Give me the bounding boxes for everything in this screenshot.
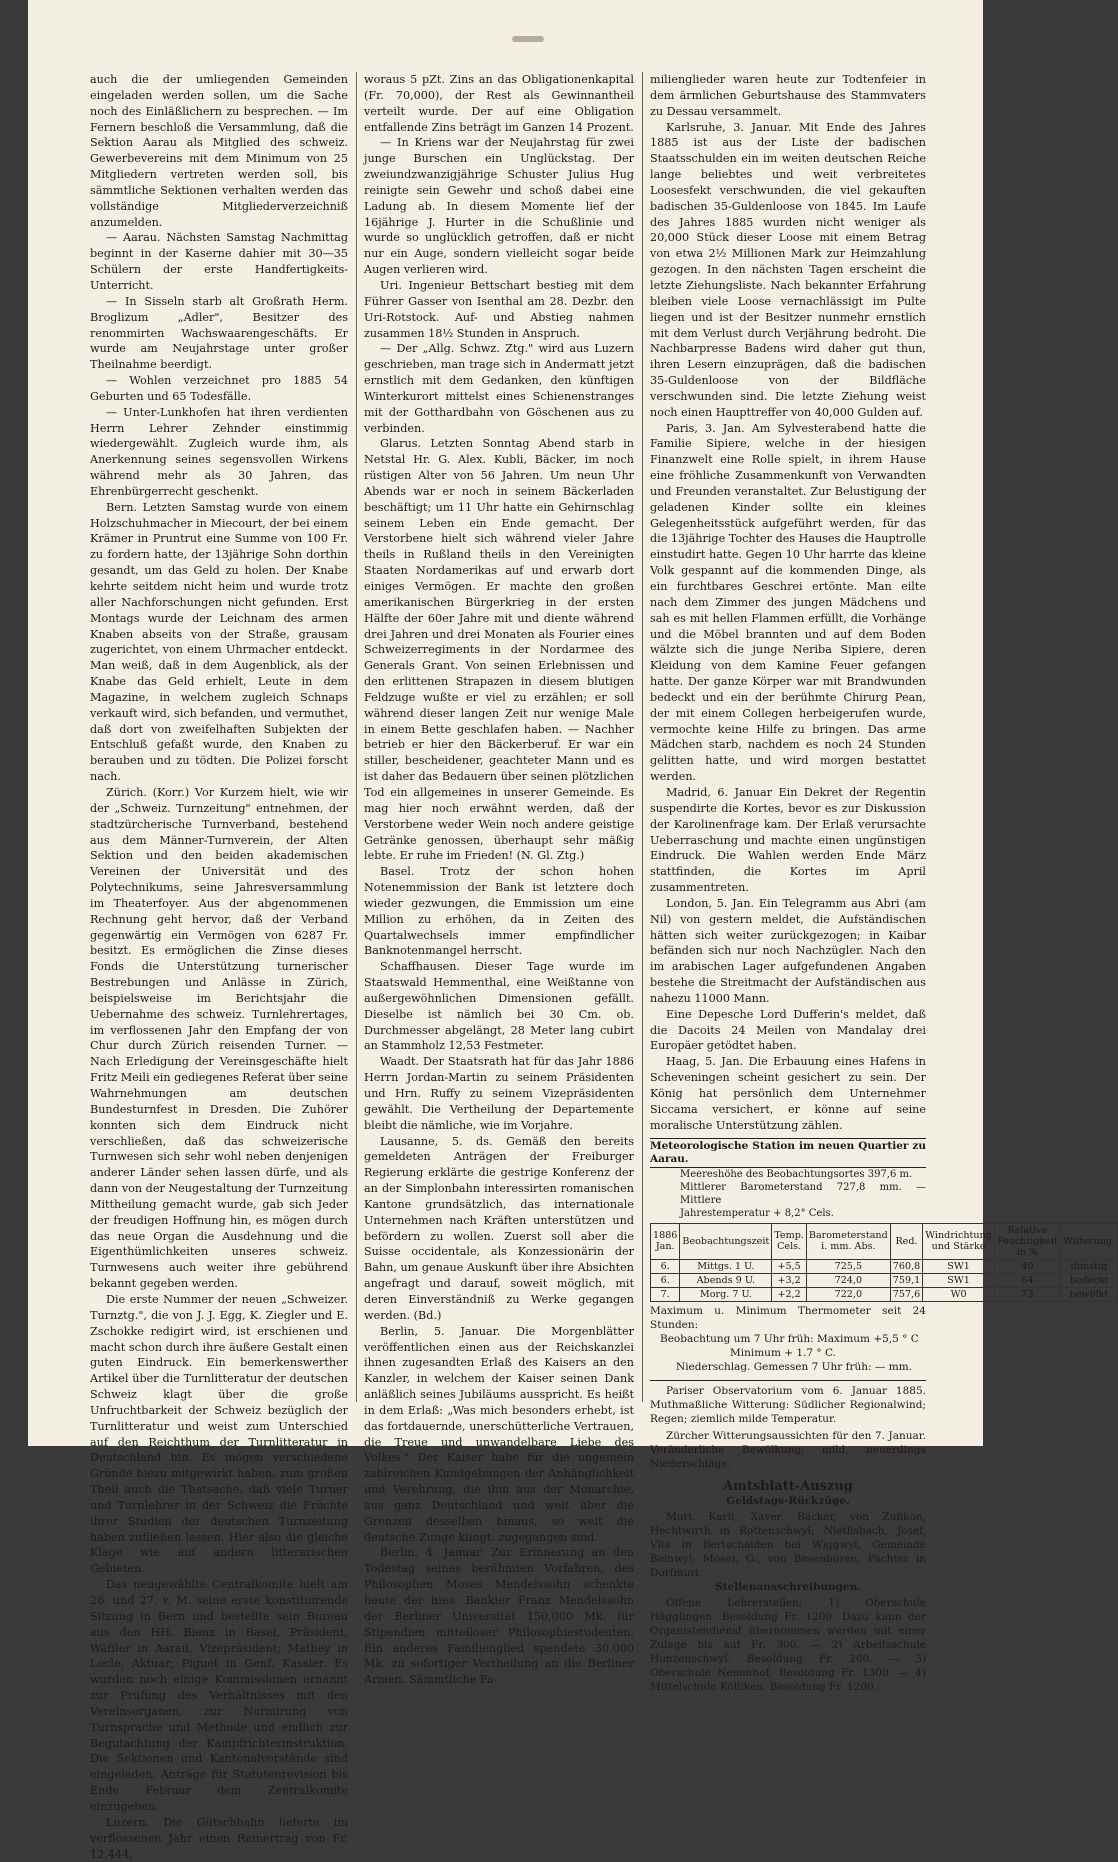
article-paragraph: Glarus. Letzten Sonntag Abend starb in Netstal Hr. G. Alex. Kubli, Bäcker, im noch rüstigen Alter von 56 Jahren. Um neun Uhr Abends war er noch in seinem Bäckerladen beschäftigt; um 11 Uhr hatte ein Gehirnschlag seinem Leben ein Ende gemacht. Der Verstorbene hielt sich während vieler Jahre theils in Rußland theils in den Vereinigten Staaten Nordamerikas auf und erwarb dort einiges Vermögen. Er machte den großen amerikanischen Bürgerkrieg in der ersten Hälfte der 60er Jahre mit und diente während drei Jahren und drei Monaten als Fourier eines Schweizerregiments in der Nordarmee des Generals Grant. Von seinen Erlebnissen und den erlittenen Strapazen in diesem blutigen Feldzuge wußte er viel zu erzählen; er soll während dieser langen Zeit nur wenige Male in einem Bette geschlafen haben. — Nachher betrieb er hier den Bäckerberuf. Er war ein stiller, bescheidener, geachteter Mann und es ist daher das Bedauern über seinen plötzlichen Tod ein allgemeines in unserer Gemeinde. Es mag hier noch erwähnt werden, daß der Verstorbene weder Wein noch andere geistige Getränke genossen, überhaupt sehr mäßig lebte. Er ruhe im Frieden! (N. Gl. Ztg.) <box>364 437 634 863</box>
weather-table-row <box>651 1287 1118 1301</box>
article-paragraph: Luzern. Die Gütschbahn lieferte im verflossenen Jahr einen Reinertrag von Fr. 12,444, <box>90 1815 348 1861</box>
newspaper-page <box>28 0 1116 1861</box>
column-1 <box>90 72 348 1861</box>
weather-table-cell: 725,5 <box>806 1259 890 1273</box>
weather-table-cell: SW1 <box>923 1259 995 1273</box>
weather-table-cell: +5,5 <box>772 1259 807 1273</box>
weather-table-cell: bewölkt <box>1060 1287 1117 1301</box>
weather-table-cell: 724,0 <box>806 1273 890 1287</box>
weather-table-cell: 6. <box>651 1273 680 1287</box>
weather-table-cell: 7. <box>651 1287 680 1301</box>
article-paragraph: Eine Depesche Lord Dufferin's meldet, daß die Dacoits 24 Meilen von Mandalay drei Europäer getödtet haben. <box>650 1007 926 1053</box>
amtsblatt-title: Amtsblatt-Auszug <box>723 1478 853 1494</box>
article-paragraph: — Aarau. Nächsten Samstag Nachmittag beginnt in der Kaserne dahier mit 30—35 Schülern der erste Handfertigkeits-Unterricht. <box>90 231 348 292</box>
article-paragraph: — In Sisseln starb alt Großrath Herm. Broglizum „Adler", Besitzer des renommirten Wachswaarengeschäfts. Er wurde am Neujahrstage unter großer Theilnahme beerdigt. <box>90 294 348 372</box>
article-paragraph: Haag, 5. Jan. Die Erbauung eines Hafens in Scheveningen scheint gesichert zu sein. Der König hat persönlich dem Unternehmer Siccama versichert, er könne auf seine moralische Unterstützung zählen. <box>650 1055 926 1132</box>
weather-table <box>650 1223 1118 1302</box>
article-paragraph: Zürich. (Korr.) Vor Kurzem hielt, wie wir der „Schweiz. Turnzeitung" entnehmen, der stadtzürcherische Turnverband, bestehend aus dem Männer-Turnverein, der Alten Sektion und den beiden akademischen Vereinen der Universität und des Polytechnikums, seine Jahresversammlung im Theaterfoyer. Aus der abgenommenen Rechnung geht hervor, daß der Verband gegenwärtig ein Vermögen von 6287 Fr. besitzt. Es ermöglichen die Zinse dieses Fonds die Unterstützung turnerischer Bestrebungen und Anlässe in Zürich, beispielsweise im Berichtsjahr die Uebernahme des schweiz. Turnlehrertages, im verflossenen Jahr den Empfang der von Chur durch Zürich reisenden Turner. — Nach Erledigung der Vereinsgeschäfte hielt Fritz Meili ein gediegenes Referat über seine Wahrnehmungen am deutschen Bundesturnfest in Dresden. Die Zuhörer konnten sich dem Eindruck nicht verschließen, daß das schweizerische Turnwesen sich sehr wohl neben denjenigen anderer Länder sehen lassen dürfe, und als dann von der Neugestaltung der Turnzeitung Mittheilung gemacht wurde, gab sich Jeder der freudigen Hoffnung hin, es mögen durch das neue Organ die Ausdehnung und die Eigenthümlichkeiten unseres schweiz. Turnwesens auch weiter ihre gebührend bekannt gegeben werden. <box>90 785 348 1291</box>
weather-table-cell: bedeckt <box>1060 1273 1117 1287</box>
weather-table-header-cell: Temp. Cels. <box>772 1223 807 1259</box>
article-paragraph: Paris, 3. Jan. Am Sylvesterabend hatte die Familie Sipiere, welche in der hiesigen Finanzwelt eine Rolle spielt, in ihrem Hause eine fröhliche Zusammenkunft von Verwandten und Freunden veranstaltet. Zur Belustigung der geladenen Kinder sollte ein kleines Gelegenheitsstück aufgeführt werden, für das die 13jährige Tochter des Hauses die Hauptrolle einstudirt hatte. Gegen 10 Uhr harrte das kleine Volk gespannt auf die kommenden Dinge, als ein furchtbares Geschrei ertönte. Man eilte nach dem Zimmer des jungen Mädchens und sah es mit hellen Flammen erfüllt, die Vorhänge und die Möbel brannten und auf dem Boden wälzte sich die junge Neriba Sipiere, deren Kleidung von dem Kamine Feuer gefangen hatte. Der ganze Körper war mit Brandwunden bedeckt und ein der berühmte Chirurg Pean, der mit einem Collegen herbeigerufen wurde, vermochte keine Hilfe zu bringen. Das arme Mädchen starb, nachdem es noch 24 Stunden gelitten hatte, und wird morgen bestattet werden. <box>650 421 927 784</box>
page-fold-mark <box>512 36 544 42</box>
weather-station-info: Jahrestemperatur + 8,2° Cels. <box>680 1207 834 1219</box>
weather-table-cell: Mittgs. 1 U. <box>680 1259 772 1273</box>
weather-table-cell: 757,6 <box>890 1287 922 1301</box>
article-paragraph: — Wohlen verzeichnet pro 1885 54 Geburten und 65 Todesfälle. <box>90 374 348 403</box>
weather-table-cell: 760,8 <box>890 1259 922 1273</box>
weather-table-header-cell: Barometerstand i. mm. Abs. <box>806 1223 890 1259</box>
article-paragraph: — In Kriens war der Neujahrstag für zwei junge Burschen ein Unglückstag. Der zweiundzwanzigjährige Schuster Julius Hug reinigte sein Gewehr und schoß dabei eine Ladung ab. In diesem Momente lief der 16jährige J. Hurter in die Schußlinie und wurde so unglücklich getroffen, daß er nicht nur ein Auge, sondern vielleicht sogar beide Augen verlieren wird. <box>364 136 634 277</box>
weather-table-row <box>651 1273 1118 1287</box>
weather-table-header-cell: Relative Feuchtigkeit in % <box>994 1223 1060 1259</box>
article-paragraph: Bern. Letzten Samstag wurde von einem Holzschuhmacher in Miecourt, der bei einem Krämer in Pruntrut eine Summe von 100 Fr. zu fordern hatte, der 13jährige Sohn dorthin gesandt, um das Geld zu holen. Der Knabe kehrte seitdem nicht heim und wurde trotz aller Nachforschungen nicht gefunden. Erst Montags wurde der Leichnam des armen Knaben abseits von der Straße, grausam zugerichtet, von einem Uhrmacher entdeckt. Man weiß, daß in dem Augenblick, als der Knabe das Geld erhielt, Leute in dem Magazine, in welchem zugleich Schnaps verkauft wird, sich befanden, und vermuthet, daß dort von zweifelhaften Subjekten der Entschluß gefaßt wurde, den Knaben zu berauben und zu tödten. Die Polizei forscht nach. <box>90 500 348 784</box>
article-paragraph: woraus 5 pZt. Zins an das Obligationenkapital (Fr. 70,000), der Rest als Gewinnantheil verteilt wurde. Der auf eine Obligation entfallende Zins beträgt im Ganzen 14 Prozent. <box>364 73 634 134</box>
weather-table-cell: 40 <box>994 1259 1060 1273</box>
article-paragraph: Basel. Trotz der schon hohen Notenemmission der Bank ist letztere doch wieder gezwungen, die Emmission um eine Million zu erhöhen, da in Zeiten des Quartalwechsels immer empfindlicher Banknotenmangel herrscht. <box>364 865 634 958</box>
weather-table-header <box>651 1223 1118 1259</box>
article-paragraph: Karlsruhe, 3. Januar. Mit Ende des Jahres 1885 ist aus der Liste der badischen Staatsschulden ein im weiten deutschen Reiche lange beliebtes und weit verbreitetes Loosesfekt verschwunden, die viel gekauften badischen 35-Guldenloose von 1845. Im Laufe des Jahres 1885 wurden nicht weniger als 20,000 Stück dieser Loose mit einem Betrag von etwa 2½ Millionen Mark zur Heimzahlung gezogen. In den nächsten Tagen erscheint die letzte Ziehungsliste. Nach bekannter Erfahrung bleiben viele Loose vernachlässigt im Pulte liegen und ist der Besitzer nunmehr ernstlich mit dem Verlust durch Verjährung bedroht. Die Nachbarpresse Badens wird daher gut thun, ihren Lesern einzuprägen, daß die badischen 35-Guldenloose von der Bildfläche verschwunden sind. Die letzte Ziehung weist noch einen Haupttreffer von 40,000 Gulden auf. <box>650 120 926 419</box>
column-3-articles <box>650 120 926 1134</box>
weather-table-cell: 759,1 <box>890 1273 922 1287</box>
minmax-line: Maximum u. Minimum Thermometer seit 24 Stunden: <box>650 1304 926 1331</box>
weather-table-header-cell: Witterung. <box>1060 1223 1117 1259</box>
column-2 <box>364 72 634 1687</box>
minmax-line: Minimum + 1.7 ° C. <box>730 1346 836 1359</box>
weather-station-info: Meereshöhe des Beobachtungsortes 397,6 m. <box>680 1168 913 1180</box>
column-rule <box>356 72 357 1402</box>
column-3 <box>650 72 1116 1694</box>
weather-table-cell: +3,2 <box>772 1273 807 1287</box>
article-paragraph: Das neugewählte Centralkomite hielt am 26. und 27. v. M. seine erste konstituirende Sitzung in Bern und bestellte sein Bureau aus den HH. Bienz in Basel, Präsident; Wäffler in Aarau, Vizepräsident; Mathey in Locle, Aktuar; Piguet in Genf, Kassier. Es wurden noch einige Kommissionen ernannt zur Prüfung des Verhältnisses mit den Vereinsorganen, zur Normirung von Turnsprache und Methode und endlich zur Begutachtung der Kampfrichterinstruktion. Die Sektionen und Kantonalvorstände sind eingeladen, Anträge für Statutenrevision bis Ende Februar dem Zentralkomite einzugeben. <box>90 1578 348 1813</box>
article-paragraph: Die erste Nummer der neuen „Schweizer. Turnztg.", die von J. J. Egg, K. Ziegler und E. Zschokke redigirt wird, ist erschienen und macht schon durch ihre äußere Gestalt einen guten Eindruck. Ein bemerkenswerther Artikel über die Turnlitteratur der deutschen Schweiz klagt über die große Unfruchtbarkeit der Schweiz bezüglich der Turnlitteratur und weist zum Unterschied auf den Reichthum der Turnlitteratur in Deutschland hin. Es mögen verschiedene Gründe hiezu mitgewirkt haben, zum großen Theil auch die Thatsache, daß viele Turner und Turnlehrer in der Schweiz die Früchte ihrer Studien der deutschen Turnzeitung haben zufließen lassen. Hier also die gleiche Klage wie auf andern litterarischen Gebieten. <box>90 1292 348 1576</box>
weather-station-title: Meteorologische Station im neuen Quartier zu Aarau. <box>650 1138 926 1168</box>
article-paragraph: auch die der umliegenden Gemeinden eingeladen werden sollen, um die Sache noch des Einläßlichern zu besprechen. — Im Fernern beschloß die Versammlung, daß die Sektion Aarau als Mitglied des schweiz. Gewerbevereins mit dem Minimum von 25 Mitgliedern vertreten werden soll, bis sämmtliche Sektionen verhalten werden das vollständige Mitgliederverzeichniß anzumelden. <box>90 73 348 229</box>
paris-observatory: Pariser Observatorium vom 6. Januar 1885. Muthmaßliche Witterung: Südlicher Regionalwind; Regen; ziemlich milde Temperatur. <box>650 1380 926 1426</box>
minmax-line: Beobachtung um 7 Uhr früh: Maximum +5,5 ° C <box>660 1332 919 1345</box>
weather-table-header-cell: 1886 Jan. <box>651 1223 680 1259</box>
weather-table-header-cell: Red. <box>890 1223 922 1259</box>
weather-table-cell: 722,0 <box>806 1287 890 1301</box>
weather-table-cell: 64 <box>994 1273 1060 1287</box>
weather-station-info: Mittlerer Barometerstand 727,8 mm. — Mittlere <box>680 1181 926 1206</box>
weather-table-cell: 6. <box>651 1259 680 1273</box>
zurich-forecast: Zürcher Witterungsaussichten für den 7. Januar. Veränderliche Bewölkung, mild, neuerdings Niederschläge. <box>650 1429 926 1470</box>
weather-table-cell: Abends 9 U. <box>680 1273 772 1287</box>
article-paragraph: Uri. Ingenieur Bettschart bestieg mit dem Führer Gasser von Isenthal am 28. Dezbr. den Uri-Rotstock. Auf- und Abstieg nahmen zusammen 18½ Stunden in Anspruch. <box>364 278 634 340</box>
weather-table-header-cell: Beobachtungszeit <box>680 1223 772 1259</box>
article-paragraph: — Der „Allg. Schwz. Ztg." wird aus Luzern geschrieben, man trage sich in Andermatt jetzt ernstlich mit dem Gedanken, den künftigen Winterkurort mittelst eines Schienenstranges mit der Gotthardbahn von Göschenen aus zu verbinden. <box>364 342 634 435</box>
weather-table-cell: SW1 <box>923 1273 995 1287</box>
article-paragraph: Madrid, 6. Januar Ein Dekret der Regentin suspendirte die Kortes, bevor es zur Diskussion der Karolinenfrage kam. Der Erlaß verursachte Ueberraschung und machte einen ungünstigen Eindruck. Die Wahlen werden Ende März stattfinden, die Kortes im April zusammentreten. <box>650 785 926 895</box>
amtsblatt-subtitle: Geldstags-Rückzüge. <box>726 1495 850 1508</box>
article-paragraph: — Unter-Lunkhofen hat ihren verdienten Herrn Lehrer Zehnder einstimmig wiedergewählt. Zugleich wurde ihm, als Anerkennung seines segensvollen Wirkens während mehr als 30 Jahren, das Ehrenbürgerrecht geschenkt. <box>90 405 348 498</box>
article-paragraph: Lausanne, 5. ds. Gemäß den bereits gemeldeten Anträgen der Freiburger Regierung erklärte die gestrige Konferenz der an der Simplonbahn interessirten romanischen Kantone grundsätzlich, das internationale Unternehmen nach Kräften unterstützen und befördern zu wollen. Zuerst soll aber die Suisse occidentale, als Konzessionärin der Bahn, um genaue Auskunft über ihre Absichten angefragt und darauf, soweit möglich, mit deren Einverständniß zu Werke gegangen werden. (Bd.) <box>364 1134 634 1322</box>
article-paragraph: London, 5. Jan. Ein Telegramm aus Abri (am Nil) von gestern meldet, die Aufständischen hätten sich weiter zurückgezogen; in Kaibar befänden sich nur noch Nachzügler. Nach den im arabischen Lager aufgefundenen Angaben bestehe die Streitmacht der Aufständischen aus nahezu 11000 Mann. <box>650 896 926 1005</box>
article-continued: milienglieder waren heute zur Todtenfeier in dem ärmlichen Geburtshause des Stammvaters zu Dessau versammelt. <box>650 73 926 118</box>
amtsblatt-text: Muri. Karli, Xaver, Bäcker, von Zufikon, Hechtwirth in Rottenschwyl; Nietlisbach, Josef, Vits in Bertschalden bei Wiggwyl, Gemeinde Beinwyl; Moser, G., von Besenbüren, Pächter in Dorfmuri. <box>650 1511 926 1580</box>
weather-table-cell: Morg. 7 U. <box>680 1287 772 1301</box>
article-paragraph: Waadt. Der Staatsrath hat für das Jahr 1886 Herrn Jordan-Martin zu seinem Präsidenten und Hrn. Ruffy zu seinem Vizepräsidenten gewählt. Die Vertheilung der Departemente bleibt die nämliche, wie im Vorjahre. <box>364 1055 634 1132</box>
article-paragraph: Schaffhausen. Dieser Tage wurde im Staatswald Hemmenthal, eine Weißtanne von außergewöhnlichen Dimensionen gefällt. Dieselbe ist nämlich bei 30 Cm. ob. Durchmesser abgelängt, 28 Meter lang cubirt an Stammholz 12,53 Festmeter. <box>364 960 634 1053</box>
precipitation-line: Niederschlag. Gemessen 7 Uhr früh: — mm. <box>676 1360 913 1373</box>
column-rule <box>642 72 643 1402</box>
weather-table-cell: W0 <box>923 1287 995 1301</box>
article-paragraph: Berlin, 4. Januar. Zur Erinnerung an den Todestag seines berühmten Vorfahren, des Philosophen Moses Mendelssohn schenkte heute der hies. Bankier Franz Mendelssohn der Berliner Universität 150,000 Mk. für Stipendien mittelloser Philosophiestudenten. Ein anderes Familienglied spendete 30,000 Mk. zu sofortiger Vertheilung an die Berliner Armen. Sämmtliche Fa- <box>364 1546 634 1687</box>
weather-station-block <box>650 1138 1116 1374</box>
weather-table-row <box>651 1259 1118 1273</box>
weather-table-cell: dunstig <box>1060 1259 1117 1273</box>
weather-table-cell: 73 <box>994 1287 1060 1301</box>
article-paragraph: Berlin, 5. Januar. Die Morgenblätter veröffentlichen einen aus der Reichskanzlei ihnen zugesandten Erlaß des Kaisers an den Kanzler, in welchem der Kaiser seinen Dank anläßlich seines Jubiläums ausspricht. Es heißt in dem Erlaß: „Was mich besonders erhebt, ist das fortdauernde, unerschütterliche Vertrauen, die Treue und unwandelbare Liebe des Volkes." Der Kaiser habe für die ungemein zahlreichen Kundgebungen der Anhänglichkeit und Verehrung, die ihm aus der Monarchie, aus ganz Deutschland und weit über die Grenzen desselben hinaus, so weit die deutsche Zunge klingt, zugegangen sind. <box>364 1324 634 1544</box>
stellen-subtitle: Stellenausschreibungen. <box>715 1581 861 1594</box>
weather-table-body <box>651 1259 1118 1301</box>
stellen-text: Offene Lehrerstellen: 1) Oberschule Hägglingen. Besoldung Fr. 1200. Dazu kann der Organistendienst übernommen werden mit einer Zulage bis auf Fr. 300. — 2) Arbeitsschule Hunzenschwyl. Besoldung Fr. 200. — 3) Oberschule Neuenhof. Besoldung Fr. 1300. — 4) Mittelschule Kölliken. Besoldung Fr. 1200. <box>650 1597 926 1694</box>
weather-table-header-cell: Windrichtung und Stärke <box>923 1223 995 1259</box>
weather-table-cell: +2,2 <box>772 1287 807 1301</box>
